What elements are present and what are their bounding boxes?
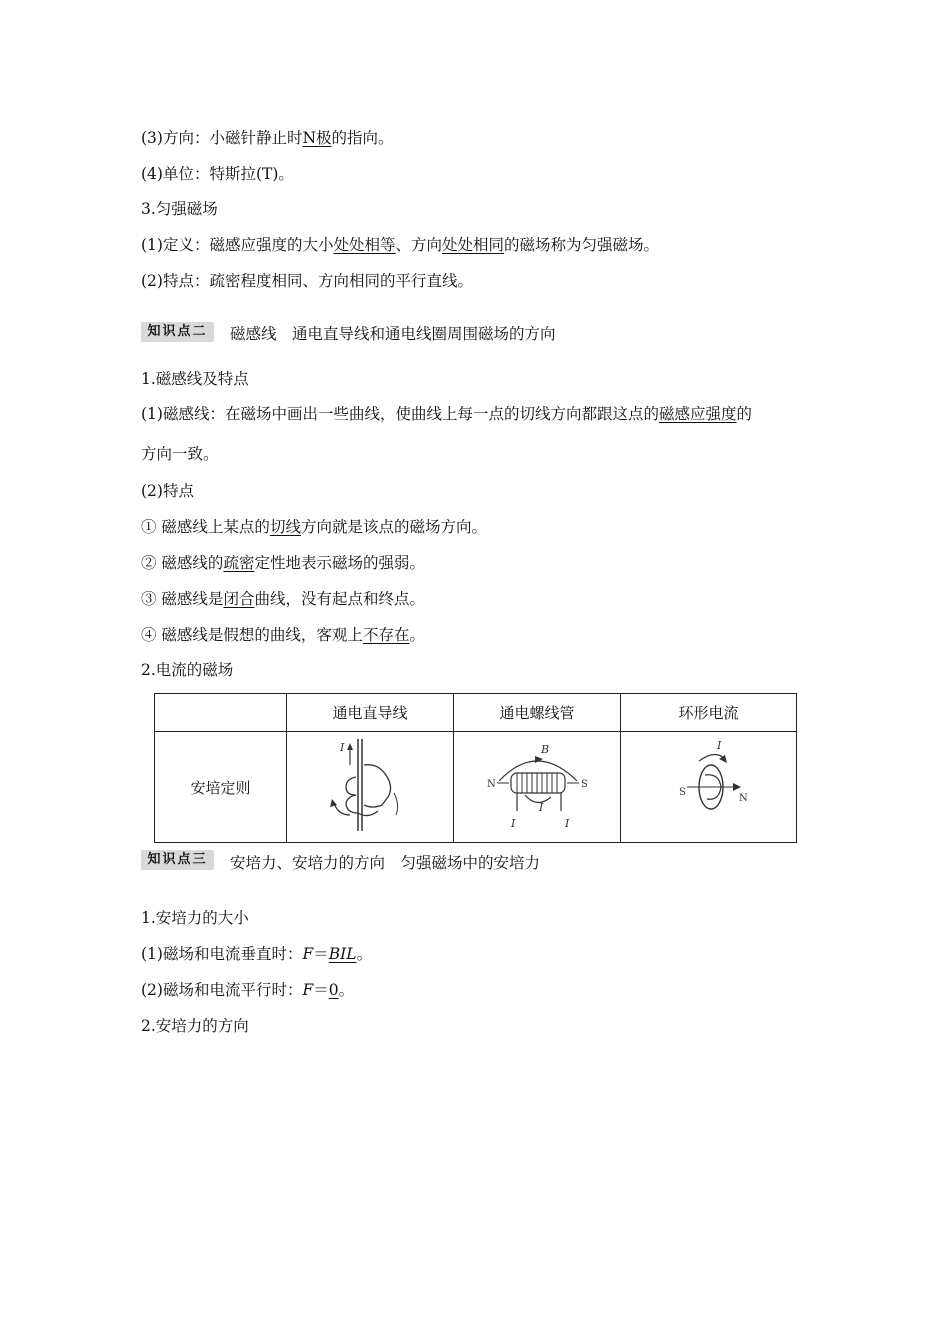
answer-underline: N极	[302, 129, 332, 147]
current-label: I	[565, 817, 570, 830]
text: (1)磁感线：在磁场中画出一些曲线，使曲线上每一点的切线方向都跟这点的	[141, 405, 659, 423]
table-row	[155, 732, 797, 843]
ampere-force-direction-heading: 2.安培力的方向	[141, 1017, 249, 1035]
feature-item	[141, 517, 487, 537]
text: 定性地表示磁场的强弱。	[254, 554, 425, 572]
formula-symbol: F	[302, 945, 314, 963]
text: (2)磁场和电流平行时：	[141, 981, 303, 999]
field-lines-heading: 1.磁感线及特点	[141, 370, 249, 388]
text: (1)定义：磁感应强度的大小	[141, 236, 334, 254]
table-header-cell: 通电螺线管	[454, 694, 621, 732]
field-lines-definition-cont: 方向一致。	[141, 445, 219, 463]
text: ＝	[313, 945, 329, 963]
text: 。	[409, 626, 425, 644]
text: ③ 磁感线是	[141, 590, 224, 608]
parallel-case-line	[141, 980, 354, 1000]
perpendicular-case-line	[141, 944, 372, 964]
north-pole-label: N	[487, 779, 496, 790]
uniform-definition-line	[141, 235, 659, 255]
table-corner-cell	[155, 694, 287, 732]
south-pole-label: S	[581, 779, 588, 790]
answer-underline: 磁感应强度	[658, 405, 737, 423]
table-header-cell: 环形电流	[621, 694, 797, 732]
loop-current-hand-figure	[659, 735, 759, 835]
text: (3)方向：小磁针静止时	[141, 129, 303, 147]
text: 。	[356, 945, 373, 963]
text: 、方向	[395, 236, 442, 254]
solenoid-figure-cell	[454, 732, 621, 843]
text: 的指向。	[331, 129, 394, 147]
answer-underline: 闭合	[223, 590, 255, 608]
text: 。	[338, 981, 355, 999]
current-label: I	[511, 817, 516, 830]
text: 曲线，没有起点和终点。	[254, 590, 425, 608]
current-label: I	[340, 741, 345, 754]
uniform-heading: 3.匀强磁场	[141, 200, 218, 218]
answer-underline: 处处相等	[333, 236, 396, 254]
north-pole-label: N	[738, 793, 748, 804]
text: ① 磁感线上某点的	[141, 518, 270, 536]
text: 的磁场称为匀强磁场。	[504, 236, 660, 254]
table-header-row	[155, 694, 797, 732]
uniform-feature-line: (2)特点：疏密程度相同、方向相同的平行直线。	[141, 272, 473, 290]
field-label: B	[541, 743, 550, 756]
ampere-force-magnitude-heading: 1.安培力的大小	[141, 909, 249, 927]
answer-underline: 切线	[269, 518, 301, 536]
ampere-rule-table	[154, 693, 797, 843]
straight-wire-figure-cell	[287, 732, 454, 843]
text: 方向就是该点的磁场方向。	[300, 518, 487, 536]
table-header-cell: 通电直导线	[287, 694, 454, 732]
field-lines-definition	[141, 404, 752, 424]
knowledge-point-badge: 知识点二	[141, 322, 214, 342]
loop-current-figure-cell	[621, 732, 797, 843]
formula-symbol: F	[302, 981, 314, 999]
answer-underline: 0	[328, 981, 339, 999]
feature-item	[141, 589, 425, 609]
answer-underline: 疏密	[223, 554, 255, 572]
answer-underline: 不存在	[362, 626, 410, 644]
unit-line: (4)单位：特斯拉(T)。	[141, 165, 294, 183]
text: ④ 磁感线是假想的曲线，客观上	[141, 626, 363, 644]
text: ② 磁感线的	[141, 554, 224, 572]
table-row-label: 安培定则	[155, 732, 287, 843]
knowledge-point-title: 磁感线 通电直导线和通电线圈周围磁场的方向	[230, 325, 556, 343]
text: ＝	[313, 981, 329, 999]
direction-line	[141, 128, 394, 148]
feature-item	[141, 553, 425, 573]
text: 的	[736, 405, 752, 423]
knowledge-point-badge: 知识点三	[141, 850, 214, 870]
current-field-heading: 2.电流的磁场	[141, 661, 234, 679]
answer-underline: BIL	[328, 945, 357, 963]
south-pole-label: S	[678, 787, 686, 798]
knowledge-point-title: 安培力、安培力的方向 匀强磁场中的安培力	[230, 854, 541, 872]
features-heading: (2)特点	[141, 482, 194, 500]
text: (1)磁场和电流垂直时：	[141, 945, 303, 963]
current-label: I	[539, 801, 544, 814]
feature-item	[141, 625, 425, 645]
current-label: I	[716, 739, 721, 752]
solenoid-hand-figure	[477, 735, 597, 835]
straight-wire-hand-figure	[320, 735, 420, 835]
answer-underline: 处处相同	[442, 236, 505, 254]
